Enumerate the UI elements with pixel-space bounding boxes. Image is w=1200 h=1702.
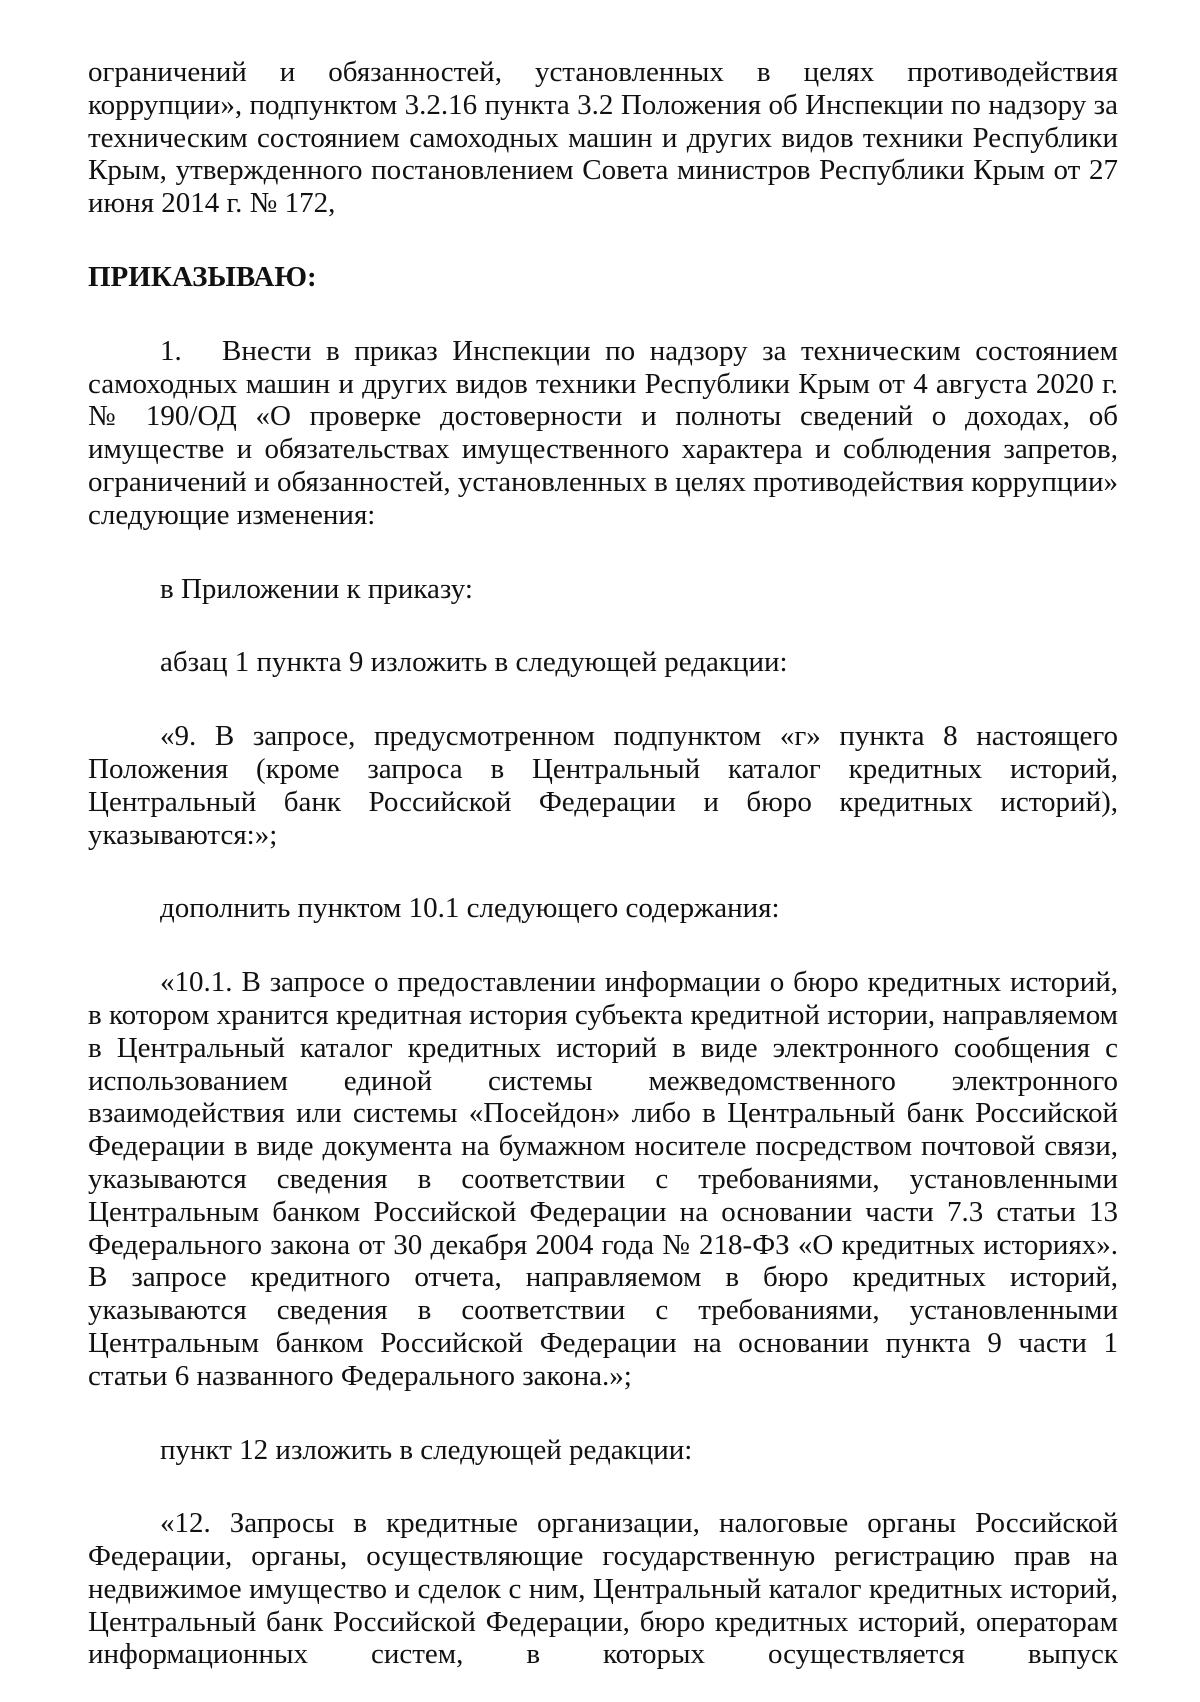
abzac-line: абзац 1 пункта 9 изложить в следующей редакции: [160, 646, 788, 679]
intro-paragraph: ограничений и обязанностей, установленных в целях противодействия коррупции», подпунктом 3.2.16 пункта 3.2 Положения об Инспекции по надзору за техническим состоянием самоходных машин и других видов техники Республики Крым, утвержденного постановлением Совета министров Республики Крым от 27 июня 2014 г. № 172, [88, 56, 1118, 220]
point-12-line: пункт 12 изложить в следующей редакции: [160, 1433, 693, 1466]
point-9-paragraph: «9. В запросе, предусмотренном подпунктом «г» пункта 8 настоящего Положения (кроме запроса в Центральный каталог кредитных историй, Центральный банк Российской Федерации и бюро кредитных историй), указываются:»; [88, 720, 1118, 851]
add-point-line: дополнить пунктом 10.1 следующего содержания: [160, 892, 780, 925]
item-1-paragraph [88, 335, 1118, 532]
point-12-paragraph: «12. Запросы в кредитные организации, налоговые органы Российской Федерации, органы, осуществляющие государственную регистрацию прав на недвижимое имущество и сделок с ним, Центральный каталог кредитных историй, Центральный банк Российской Федерации, бюро кредитных историй, операторам информационных систем, в которых осуществляется выпуск [88, 1507, 1118, 1671]
item-1-number: 1. [160, 334, 182, 367]
appendix-line: в Приложении к приказу: [160, 572, 473, 605]
order-heading: ПРИКАЗЫВАЮ: [88, 260, 317, 293]
item-1-text: Внести в приказ Инспекции по надзору за техническим состоянием самоходных машин и других видов техники Республики Крым от 4 августа 2020 г. № 190/ОД «О проверке достоверности и полноты сведений о доходах, об имуществе и обязательствах имущественного характера и соблюдения запретов, ограничений и обязанностей, установленных в целях противодействия коррупции» следующие изменения: [88, 334, 1118, 531]
point-10-1-paragraph: «10.1. В запросе о предоставлении информации о бюро кредитных историй, в котором хранится кредитная история субъекта кредитной истории, направляемом в Центральный каталог кредитных историй в виде электронного сообщения с использованием единой системы межведомственного электронного взаимодействия или системы «Посейдон» либо в Центральный банк Российской Федерации в виде документа на бумажном носителе посредством почтовой связи, указываются сведения в соответствии с требованиями, установленными Центральным банком Российской Федерации на основании части 7.3 статьи 13 Федерального закона от 30 декабря 2004 года № 218-ФЗ «О кредитных историях». В запросе кредитного отчета, направляемом в бюро кредитных историй, указываются сведения в соответствии с требованиями, установленными Центральным банком Российской Федерации на основании пункта 9 части 1 статьи 6 названного Федерального закона.»; [88, 966, 1118, 1392]
